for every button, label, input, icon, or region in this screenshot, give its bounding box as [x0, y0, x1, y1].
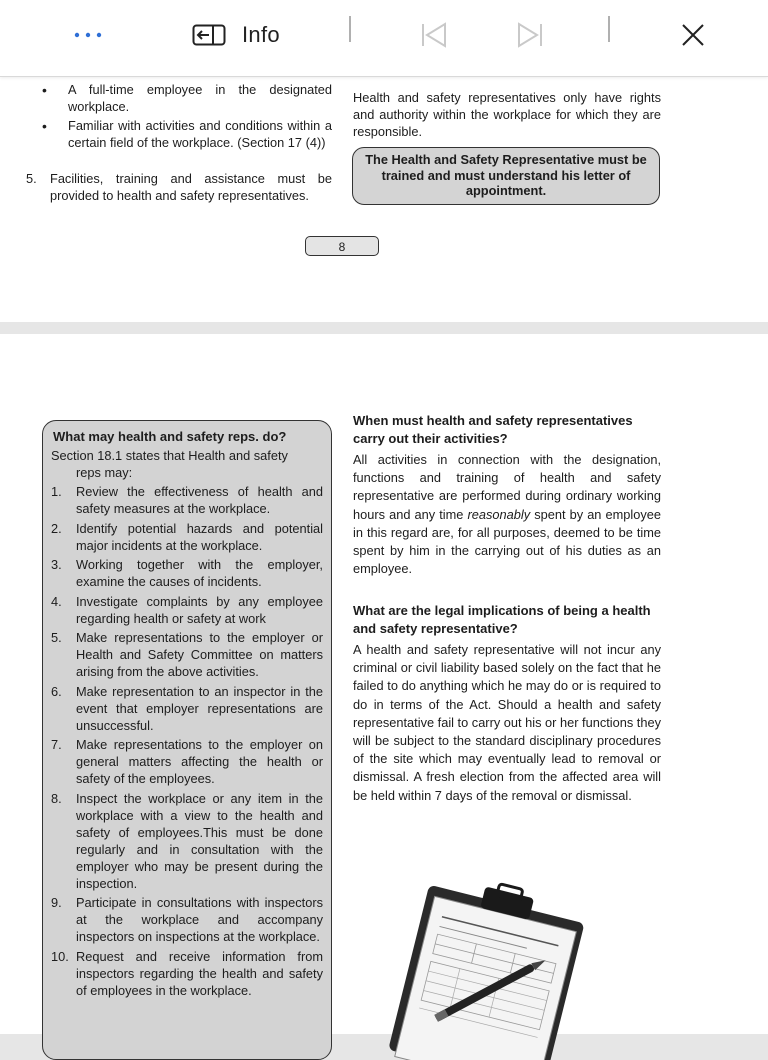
- list-item: • Familiar with activities and conditions within a certain field of the workplace. (Section 17 (4)): [42, 118, 332, 151]
- box-intro-line: reps may:: [76, 465, 133, 480]
- section-when: [353, 412, 661, 578]
- section-paragraph: A health and safety representative will not incur any criminal or civil liability based solely on the fact that he failed to do anything which he may do or is required to do in terms of the Act. Should a health and safety representative fail to carry out his or her functions they will be subject to the standard disciplinary procedures of the site which may eventually lead to removal or dismissal. A fresh election from the affected area will be held within 7 days of the removal or dismissal.: [353, 642, 661, 803]
- document-page-9: [0, 334, 768, 1034]
- callout-box: The Health and Safety Representative must be trained and must understand his letter of appointment.: [352, 147, 660, 205]
- more-dots-icon: [73, 31, 103, 39]
- list-item: 1. Review the effectiveness of health and safety measures at the workplace.: [51, 484, 323, 516]
- close-button[interactable]: [670, 12, 716, 58]
- list-item: 9. Participate in consultations with inspectors at the workplace and accompany inspectors on inspections at the workplace.: [51, 895, 323, 944]
- list-item: 8. Inspect the workplace or any item in the workplace with a view to the health and safety of employees.This must be done regularly and in consultation with the employer who may be present during the inspection.: [51, 790, 323, 891]
- list-item: • A full-time employee in the designated workplace.: [42, 82, 332, 115]
- close-icon: [681, 23, 705, 47]
- more-options-button[interactable]: [62, 12, 114, 58]
- right-paragraph: Health and safety representatives only have rights and authority within the workplace for which they are responsible.: [353, 90, 661, 139]
- clipboard-with-pen-icon: [370, 882, 620, 1032]
- last-page-icon: [515, 22, 545, 48]
- box-intro-line: Section 18.1 states that Health and safety: [51, 448, 288, 463]
- list-item: 10. Request and receive information from inspectors regarding the health and safety of employees in the workplace.: [51, 948, 323, 998]
- toolbar-divider: [349, 16, 351, 42]
- page-number: 8: [305, 236, 379, 256]
- list-number: 5.: [26, 171, 37, 186]
- reader-toolbar: [0, 0, 768, 77]
- page1-item-5: [22, 171, 332, 204]
- section-heading: When must health and safety representatives carry out their activities?: [353, 413, 633, 446]
- box-intro: [51, 447, 323, 481]
- page1-left-column: [42, 82, 332, 154]
- first-page-icon: [419, 22, 449, 48]
- first-page-button[interactable]: [412, 12, 456, 58]
- list-item: 4. Investigate complaints by any employee regarding health or safety at work: [51, 593, 323, 626]
- list-item: 3. Working together with the employer, examine the causes of incidents.: [51, 557, 323, 589]
- toolbar-divider: [608, 16, 610, 42]
- info-button[interactable]: [192, 12, 304, 58]
- list-item: 5. Make representations to the employer or Health and Safety Committee on matters arising from the above activities.: [51, 630, 323, 679]
- duties-list: [51, 483, 323, 999]
- reps-duties-box: [42, 420, 332, 1060]
- section-paragraph: All activities in connection with the designation, functions and training of health and safety representative are performed during ordinary working hours and any time reasonably spent by an employee in this regard are, for all purposes, deemed to be time spent by him in the carrying out of his duties as an employee.: [353, 452, 661, 577]
- list-item: 7. Make representations to the employer on general matters affecting the health or safety of the employees.: [51, 737, 323, 786]
- last-page-button[interactable]: [508, 12, 552, 58]
- info-label: Info: [242, 22, 280, 47]
- list-item-text: Facilities, training and assistance must be provided to health and safety representatives.: [50, 171, 332, 203]
- info-panel-icon: [192, 24, 226, 46]
- list-item: 6. Make representation to an inspector in the event that employer representations are unsuccessful.: [51, 683, 323, 733]
- section-heading: What are the legal implications of being a health and safety representative?: [353, 603, 651, 636]
- box-title: What may health and safety reps. do?: [53, 429, 287, 444]
- section-legal: [353, 602, 661, 805]
- list-item: 2. Identify potential hazards and potential major incidents at the workplace.: [51, 520, 323, 553]
